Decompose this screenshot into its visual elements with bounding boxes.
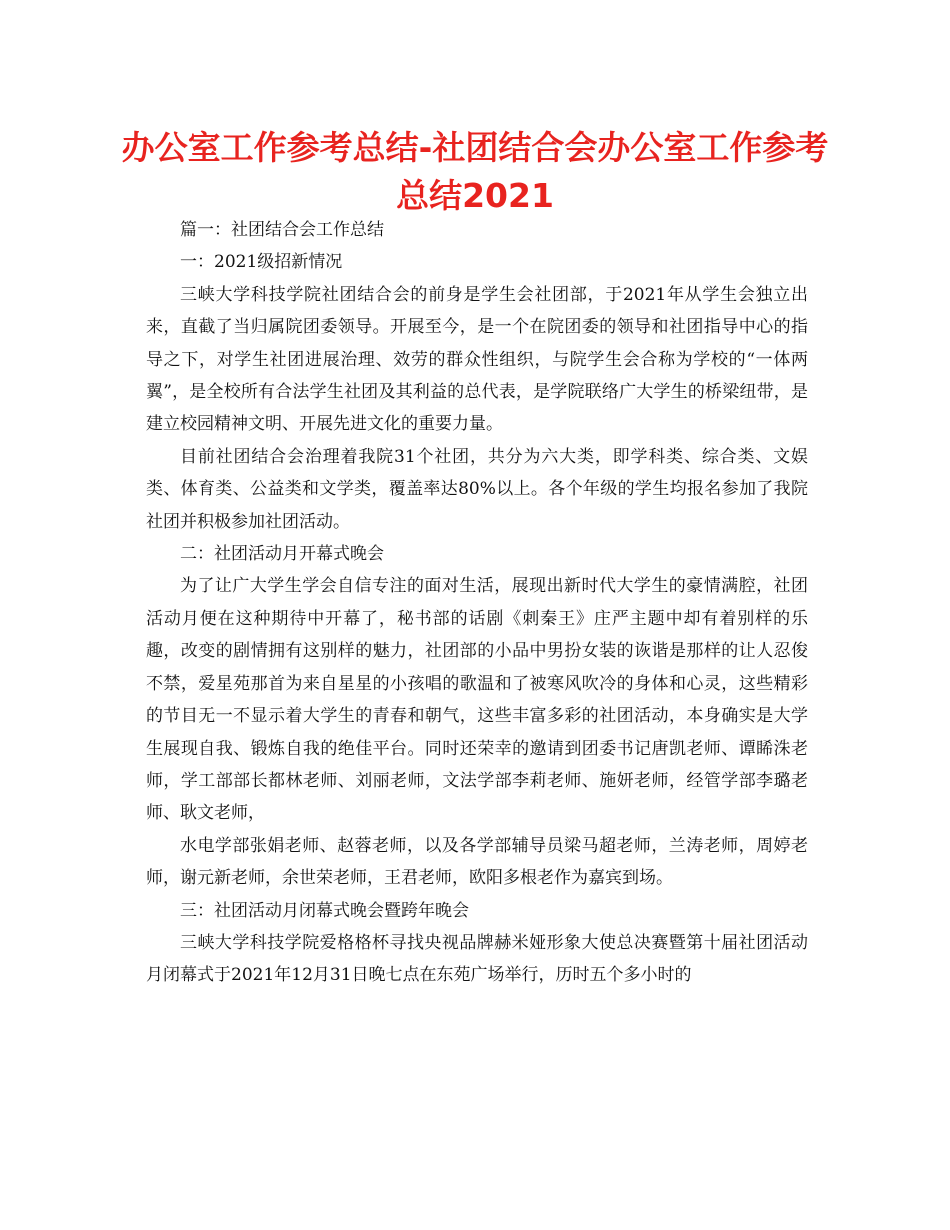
section-heading: 二：社团活动月开幕式晚会 xyxy=(180,544,384,565)
section-heading: 三：社团活动月闭幕式晚会暨跨年晚会 xyxy=(180,900,469,921)
body-paragraph: 三峡大学科技学院社团结合会的前身是学生会社团部，于2021年从学生会独立出来，直截了当归属院团委领导。开展至今，是一个在院团委的领导和社团指导中心的指导之下，对学生社团进展治理、效劳的群众性组织，与院学生会合称为学校的“一体两翼”，是全校所有合法学生社团及其利益的总代表，是学院联络广大学生的桥梁纽带，是建立校园精神文明、开展先进文化的重要力量。 xyxy=(146,284,808,435)
section-heading: 一：2021级招新情况 xyxy=(180,252,343,273)
body-paragraph: 水电学部张娟老师、赵蓉老师，以及各学部辅导员梁马超老师，兰涛老师，周婷老师，谢元新老师，余世荣老师，王君老师，欧阳多根老作为嘉宾到场。 xyxy=(146,835,808,889)
section-heading: 篇一：社团结合会工作总结 xyxy=(180,220,384,240)
document-body xyxy=(146,214,808,992)
body-paragraph: 三峡大学科技学院爱格格杯寻找央视品牌赫米娅形象大使总决赛暨第十届社团活动月闭幕式于2021年12月31日晚七点在东苑广场举行，历时五个多小时的 xyxy=(146,932,808,986)
body-paragraph: 为了让广大学生学会自信专注的面对生活，展现出新时代大学生的豪情满腔，社团活动月便在这种期待中开幕了，秘书部的话剧《刺秦王》庄严主题中却有着别样的乐趣，改变的剧情拥有这别样的魅力，社团部的小品中男扮女装的诙谐是那样的让人忍俊不禁，爱星苑那首为来自星星的小孩唱的歌温和了被寒风吹冷的身体和心灵，这些精彩的节目无一不显示着大学生的青春和朝气，这些丰富多彩的社团活动，本身确实是大学生展现自我、锻炼自我的绝佳平台。同时还荣幸的邀请到团委书记唐凯老师、谭睎洙老师，学工部部长都林老师、刘丽老师，文法学部李莉老师、施妍老师，经管学部李璐老师、耿文老师， xyxy=(146,576,808,824)
document-title: 办公室工作参考总结-社团结合会办公室工作参考总结2021 xyxy=(121,128,829,215)
body-paragraph: 目前社团结合会治理着我院31个社团，共分为六大类，即学科类、综合类、文娱类、体育类、公益类和文学类，覆盖率达80%以上。各个年级的学生均报名参加了我院社团并积极参加社团活动。 xyxy=(146,446,808,532)
